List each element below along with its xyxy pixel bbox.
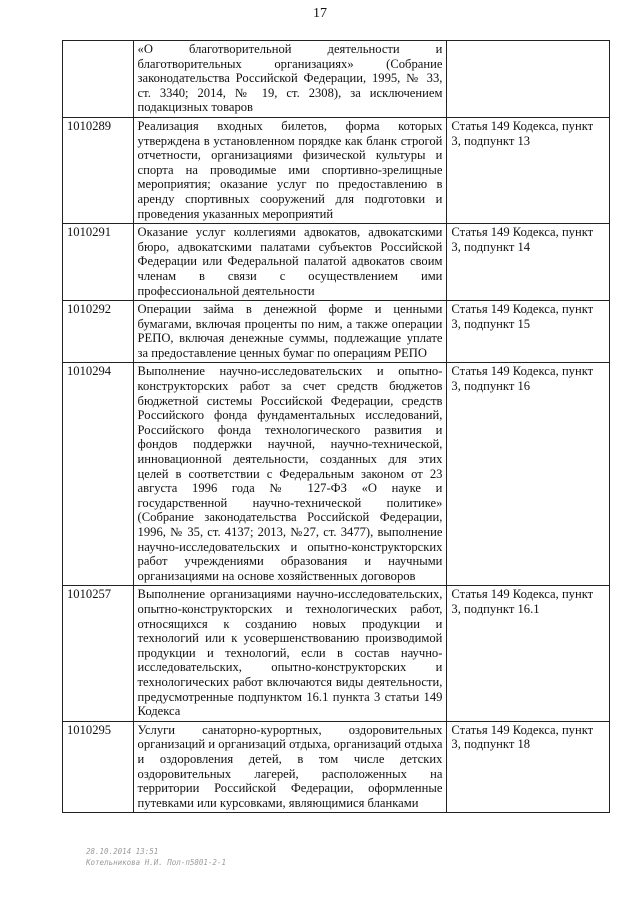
table-row bbox=[63, 586, 610, 721]
table-row bbox=[63, 721, 610, 813]
page-number: 17 bbox=[313, 6, 327, 21]
row-reference: Статья 149 Кодекса, пункт 3, подпункт 16 bbox=[447, 363, 610, 586]
row-reference: Статья 149 Кодекса, пункт 3, подпункт 16.1 bbox=[447, 586, 610, 721]
footer-timestamp: 28.10.2014 13:51 bbox=[86, 847, 159, 856]
row-description: Реализация входных билетов, форма которых утверждена в установленном порядке как бланк строгой отчетности, организациями физической культуры и спорта на проводимые ими спортивно-зрелищные мероприятия; оказание услуг по предоставлению в аренду спортивных сооружений для подготовки и проведения указанных мероприятий bbox=[133, 117, 447, 223]
table-row bbox=[63, 224, 610, 301]
row-reference: Статья 149 Кодекса, пункт 3, подпункт 14 bbox=[447, 224, 610, 301]
row-code: 1010289 bbox=[63, 117, 134, 223]
row-code: 1010295 bbox=[63, 721, 134, 813]
table-row bbox=[63, 363, 610, 586]
row-code: 1010292 bbox=[63, 301, 134, 363]
document-footer bbox=[86, 846, 226, 868]
row-description: Оказание услуг коллегиями адвокатов, адвокатскими бюро, адвокатскими палатами субъектов Российской Федерации или Федеральной палатой адвокатов своим членам в связи с осуществлением ими профессиональной деятельности bbox=[133, 224, 447, 301]
row-code: 1010257 bbox=[63, 586, 134, 721]
table-row bbox=[63, 41, 610, 118]
row-description: Выполнение организациями научно-исследовательских, опытно-конструкторских и технологических работ, относящихся к созданию новых продукции и технологий или к усовершенствованию производимой продукции и технологий, если в состав научно-исследовательских, опытно-конструкторских и технологических работ включаются виды деятельности, предусмотренные подпунктом 16.1 пункта 3 статьи 149 Кодекса bbox=[133, 586, 447, 721]
row-reference: Статья 149 Кодекса, пункт 3, подпункт 13 bbox=[447, 117, 610, 223]
row-description: «О благотворительной деятельности и благотворительных организациях» (Собрание законодательства Российской Федерации, 1995, № 33, ст. 3340; 2014, № 19, ст. 2308), за исключением подакцизных товаров bbox=[133, 41, 447, 118]
row-reference: Статья 149 Кодекса, пункт 3, подпункт 18 bbox=[447, 721, 610, 813]
footer-author: Котельникова Н.И. Пол-п5801-2-1 bbox=[86, 858, 226, 867]
row-description: Услуги санаторно-курортных, оздоровительных организаций и организаций отдыха, организаций отдыха и оздоровления детей, в том числе детских оздоровительных лагерей, расположенных на территории Российской Федерации, оформленные путевками или курсовками, являющимися бланками bbox=[133, 721, 447, 813]
row-code bbox=[63, 41, 134, 118]
row-description: Выполнение научно-исследовательских и опытно-конструкторских работ за счет средств бюджетов бюджетной системы Российской Федерации, средств Российского фонда фундаментальных исследований, Российского фонда технологического развития и фондов поддержки научной, научно-технической, инновационной деятельности, созданных для этих целей в соответствии с Федеральным законом от 23 августа 1996 года № 127-ФЗ «О науке и государственной научно-технической политике» (Собрание законодательства Российской Федерации, 1996, № 35, ст. 4137; 2013, №27, ст. 3477), выполнение научно-исследовательских и опытно-конструкторских работ учреждениями образования и научными организациями на основе хозяйственных договоров bbox=[133, 363, 447, 586]
table-row bbox=[63, 117, 610, 223]
table-row bbox=[63, 301, 610, 363]
tax-code-table bbox=[62, 40, 610, 813]
row-reference bbox=[447, 41, 610, 118]
row-description: Операции займа в денежной форме и ценными бумагами, включая проценты по ним, а также операции РЕПО, включая денежные суммы, подлежащие уплате за предоставление ценных бумаг по операциям РЕПО bbox=[133, 301, 447, 363]
row-code: 1010291 bbox=[63, 224, 134, 301]
row-code: 1010294 bbox=[63, 363, 134, 586]
row-reference: Статья 149 Кодекса, пункт 3, подпункт 15 bbox=[447, 301, 610, 363]
